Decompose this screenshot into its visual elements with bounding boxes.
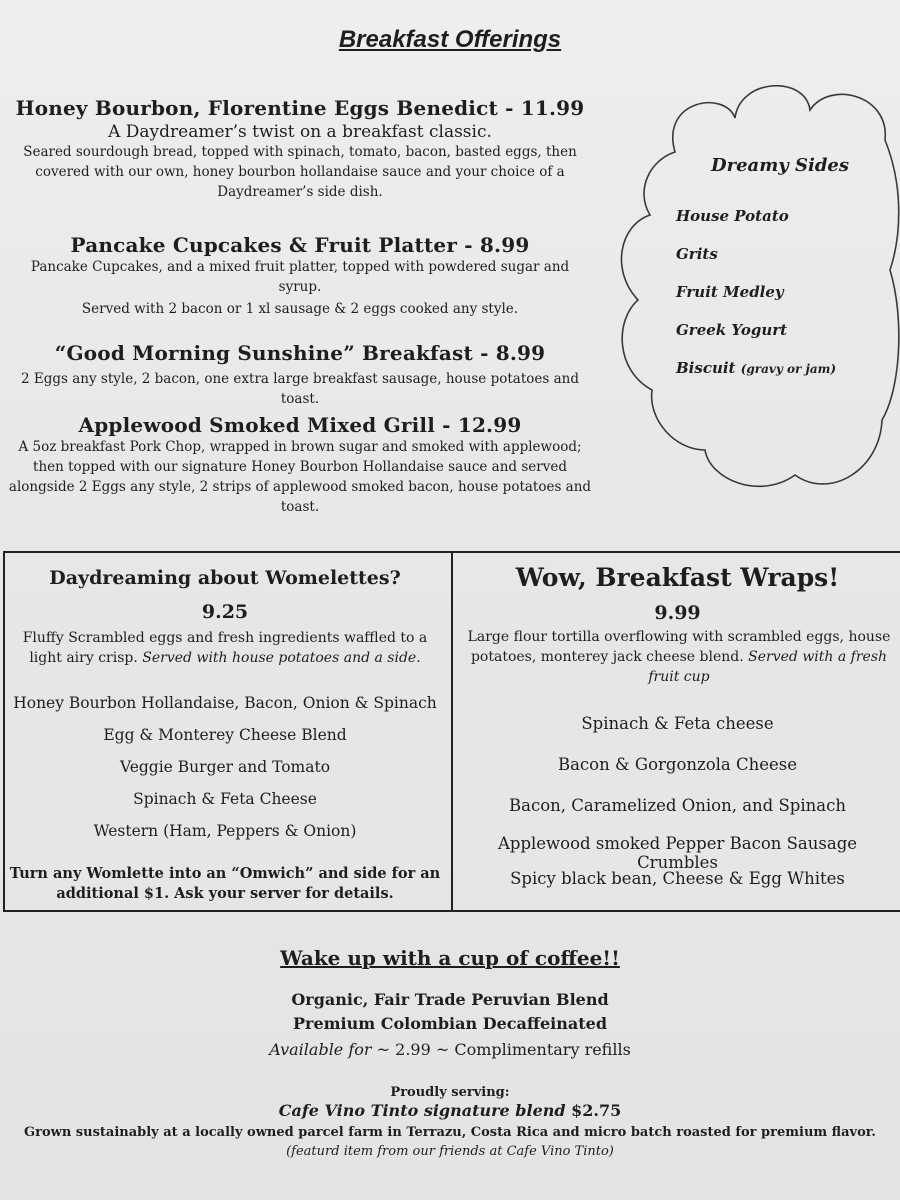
wrap-option: Spinach & Feta cheese [581, 714, 774, 733]
wraps-description-text: Large flour tortilla overflowing with scrambled eggs, house potatoes, monterey jack cheese blend. [467, 629, 891, 665]
womelettes-title: Daydreaming about Womelettes? [49, 567, 401, 589]
item-name: Pancake Cupcakes & Fruit Platter - 8.99 [70, 233, 530, 257]
womelette-option: Western (Ham, Peppers & Onion) [93, 822, 357, 840]
vino-tinto-description: Grown sustainably at a locally owned parcel farm in Terrazu, Costa Rica and micro batch roasted for premium flavor. [24, 1125, 876, 1140]
side-item-label: Biscuit [676, 359, 736, 377]
omwich-note: Turn any Womlette into an “Omwich” and side for an additional $1. Ask your server for details. [9, 865, 441, 902]
womelettes-price: 9.25 [201, 601, 249, 623]
vino-tinto-name: Cafe Vino Tinto signature blend [278, 1101, 566, 1120]
side-item: House Potato [676, 207, 789, 225]
menu-item [0, 413, 600, 517]
womelette-option: Veggie Burger and Tomato [119, 758, 331, 776]
menu-item [0, 341, 600, 409]
item-description: A 5oz breakfast Pork Chop, wrapped in brown sugar and smoked with applewood; then topped with our signature Honey Bourbon Hollandaise sauce and served alongside 2 Eggs any style, 2 strips of applewood smoked bacon, house potatoes and toast. [8, 439, 592, 515]
wrap-option: Applewood smoked Pepper Bacon Sausage Crumbles [497, 834, 858, 872]
side-item: Grits [676, 245, 718, 263]
side-item: Greek Yogurt [676, 321, 788, 339]
womelettes-description [10, 628, 440, 668]
sides-title: Dreamy Sides [711, 155, 849, 176]
wraps-description-italic: Served with a fresh fruit cup [648, 649, 888, 685]
womelette-option: Honey Bourbon Hollandaise, Bacon, Onion & Spinach [13, 694, 437, 712]
box-divider [451, 551, 453, 912]
coffee-available-label: Available for ~ [269, 1040, 391, 1059]
item-description: 2 Eggs any style, 2 bacon, one extra large breakfast sausage, house potatoes and toast. [21, 371, 579, 407]
side-item-biscuit [676, 359, 836, 377]
proudly-serving: Proudly serving: [390, 1085, 510, 1100]
womelettes-description-italic: Served with house potatoes and a side. [142, 650, 421, 666]
item-description: Seared sourdough bread, topped with spinach, tomato, bacon, basted eggs, then covered with our own, honey bourbon hollandaise sauce and your choice of a Daydreamer’s side dish. [23, 144, 577, 200]
item-name: Honey Bourbon, Florentine Eggs Benedict - 11.99 [15, 96, 585, 120]
item-description-2: Served with 2 bacon or 1 xl sausage & 2 eggs cooked any style. [81, 301, 519, 317]
vino-tinto-price: $2.75 [565, 1101, 622, 1120]
coffee-availability [0, 1040, 900, 1059]
item-tagline: A Daydreamer’s twist on a breakfast classic. [108, 122, 492, 142]
wraps-description [458, 627, 900, 687]
coffee-title: Wake up with a cup of coffee!! [280, 946, 620, 970]
womelette-option: Spinach & Feta Cheese [133, 790, 317, 808]
wrap-option: Bacon, Caramelized Onion, and Spinach [509, 796, 846, 815]
womelettes-description-text: Fluffy Scrambled eggs and fresh ingredients waffled to a light airy crisp. [22, 630, 428, 666]
wrap-option: Spicy black bean, Cheese & Egg Whites [510, 869, 845, 888]
coffee-blend: Organic, Fair Trade Peruvian Blend [291, 990, 609, 1009]
page-title: Breakfast Offerings [338, 26, 562, 53]
coffee-available-price: 2.99 ~ Complimentary refills [390, 1040, 631, 1059]
vino-tinto-featured: (featurd item from our friends at Cafe Vino Tinto) [286, 1144, 614, 1159]
side-item: Fruit Medley [676, 283, 784, 301]
womelette-option: Egg & Monterey Cheese Blend [103, 726, 347, 744]
item-name: “Good Morning Sunshine” Breakfast - 8.99 [54, 341, 546, 365]
item-description: Pancake Cupcakes, and a mixed fruit platter, topped with powdered sugar and syrup. [30, 259, 570, 295]
vino-tinto-line [0, 1101, 900, 1120]
menu-item [10, 233, 590, 319]
coffee-decaf: Premium Colombian Decaffeinated [292, 1014, 607, 1033]
wraps-title: Wow, Breakfast Wraps! [515, 563, 840, 592]
menu-item [0, 96, 600, 202]
wraps-price: 9.99 [654, 602, 701, 624]
wrap-option: Bacon & Gorgonzola Cheese [557, 755, 798, 774]
item-name: Applewood Smoked Mixed Grill - 12.99 [78, 413, 522, 437]
side-item-note: (gravy or jam) [740, 362, 837, 376]
